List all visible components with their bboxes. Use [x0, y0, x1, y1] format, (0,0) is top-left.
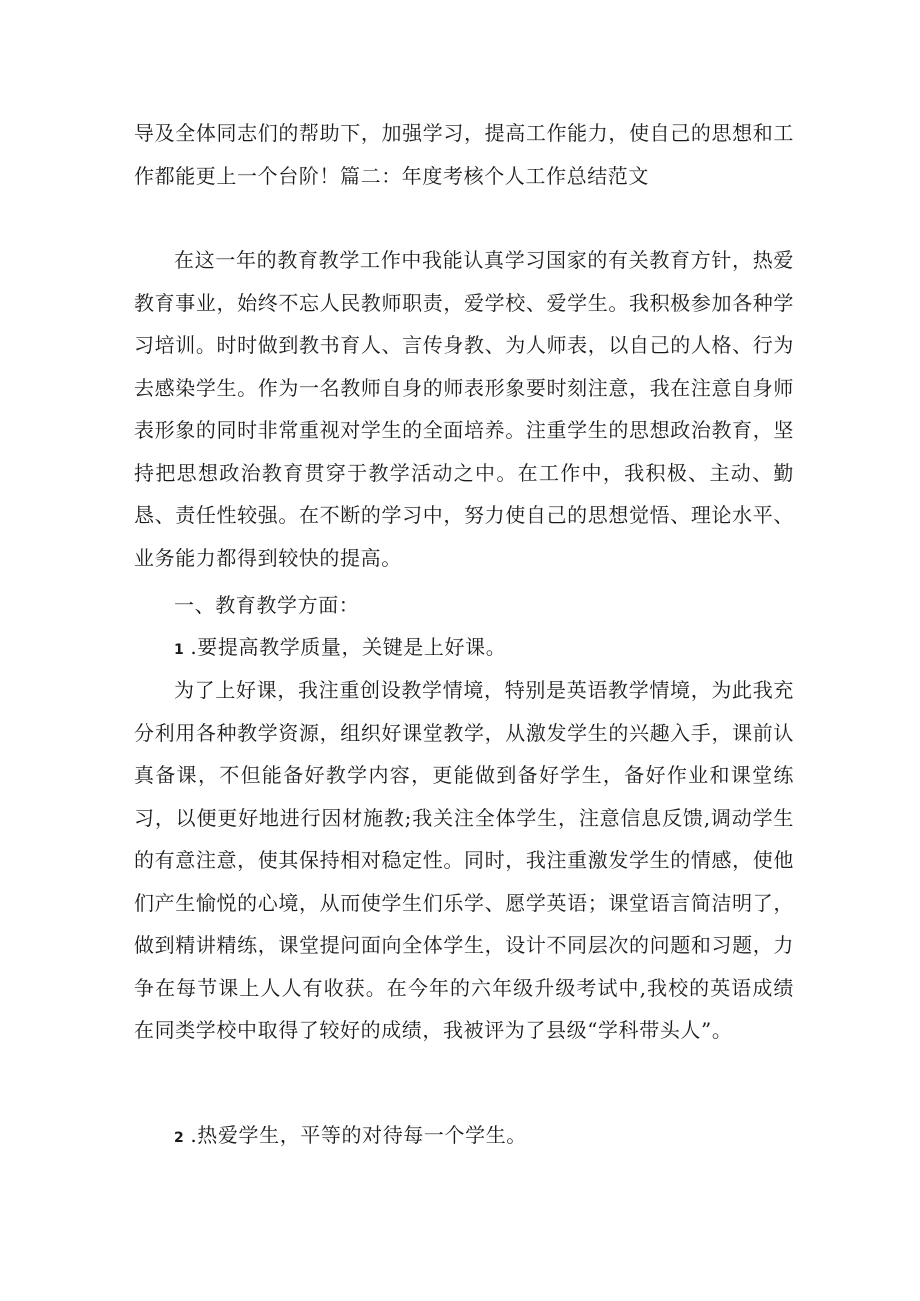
main-paragraph: 在这一年的教育教学工作中我能认真学习国家的有关教育方针，热爱教育事业，始终不忘人民教师职责，爱学校、爱学生。我积极参加各种学习培训。时时做到教书育人、言传身教、为人师表，以自己的人格、行为去感染学生。作为一名教师自身的师表形象要时刻注意，我在注意自身师表形象的同时非常重视对学生的全面培养。注重学生的思想政治教育，坚持把思想政治教育贯穿于教学活动之中。在工作中，我积极、主动、勤恳、责任性较强。在不断的学习中，努力使自己的思想觉悟、理论水平、业务能力都得到较快的提高。	[134, 248, 794, 570]
body-paragraph: 为了上好课，我注重创设教学情境，特别是英语教学情境，为此我充分利用各种教学资源，组织好课堂教学，从激发学生的兴趣入手，课前认真备课，不但能备好教学内容，更能做到备好学生，备好作业和课堂练习，以便更好地进行因材施教;我关注全体学生，注意信息反馈,调动学生的有意注意，使其保持相对稳定性。同时，我注重激发学生的情感，使他们产生愉悦的心境，从而使学生们乐学、愿学英语；课堂语言简洁明了，做到精讲精练，课堂提问面向全体学生，设计不同层次的问题和习题，力争在每节课上人人有收获。在今年的六年级升级考试中,我校的英语成绩在同类学校中取得了较好的成绩，我被评为了县级“学科带头人”。	[134, 678, 794, 1042]
intro-paragraph: 导及全体同志们的帮助下，加强学习，提高工作能力，使自己的思想和工作都能更上一个台阶！篇二：年度考核个人工作总结范文	[134, 121, 794, 188]
list-item-2-text: .热爱学生，平等的对待每一个学生。	[190, 1123, 527, 1147]
section-heading: 一、教育教学方面：	[174, 593, 360, 617]
list-item-1-number: 1	[174, 642, 185, 658]
list-item-2-number: 2	[174, 1130, 185, 1146]
list-item-2	[134, 1114, 834, 1160]
list-item-1-text: .要提高教学质量，关键是上好课。	[190, 635, 507, 659]
list-item-1	[134, 626, 834, 672]
